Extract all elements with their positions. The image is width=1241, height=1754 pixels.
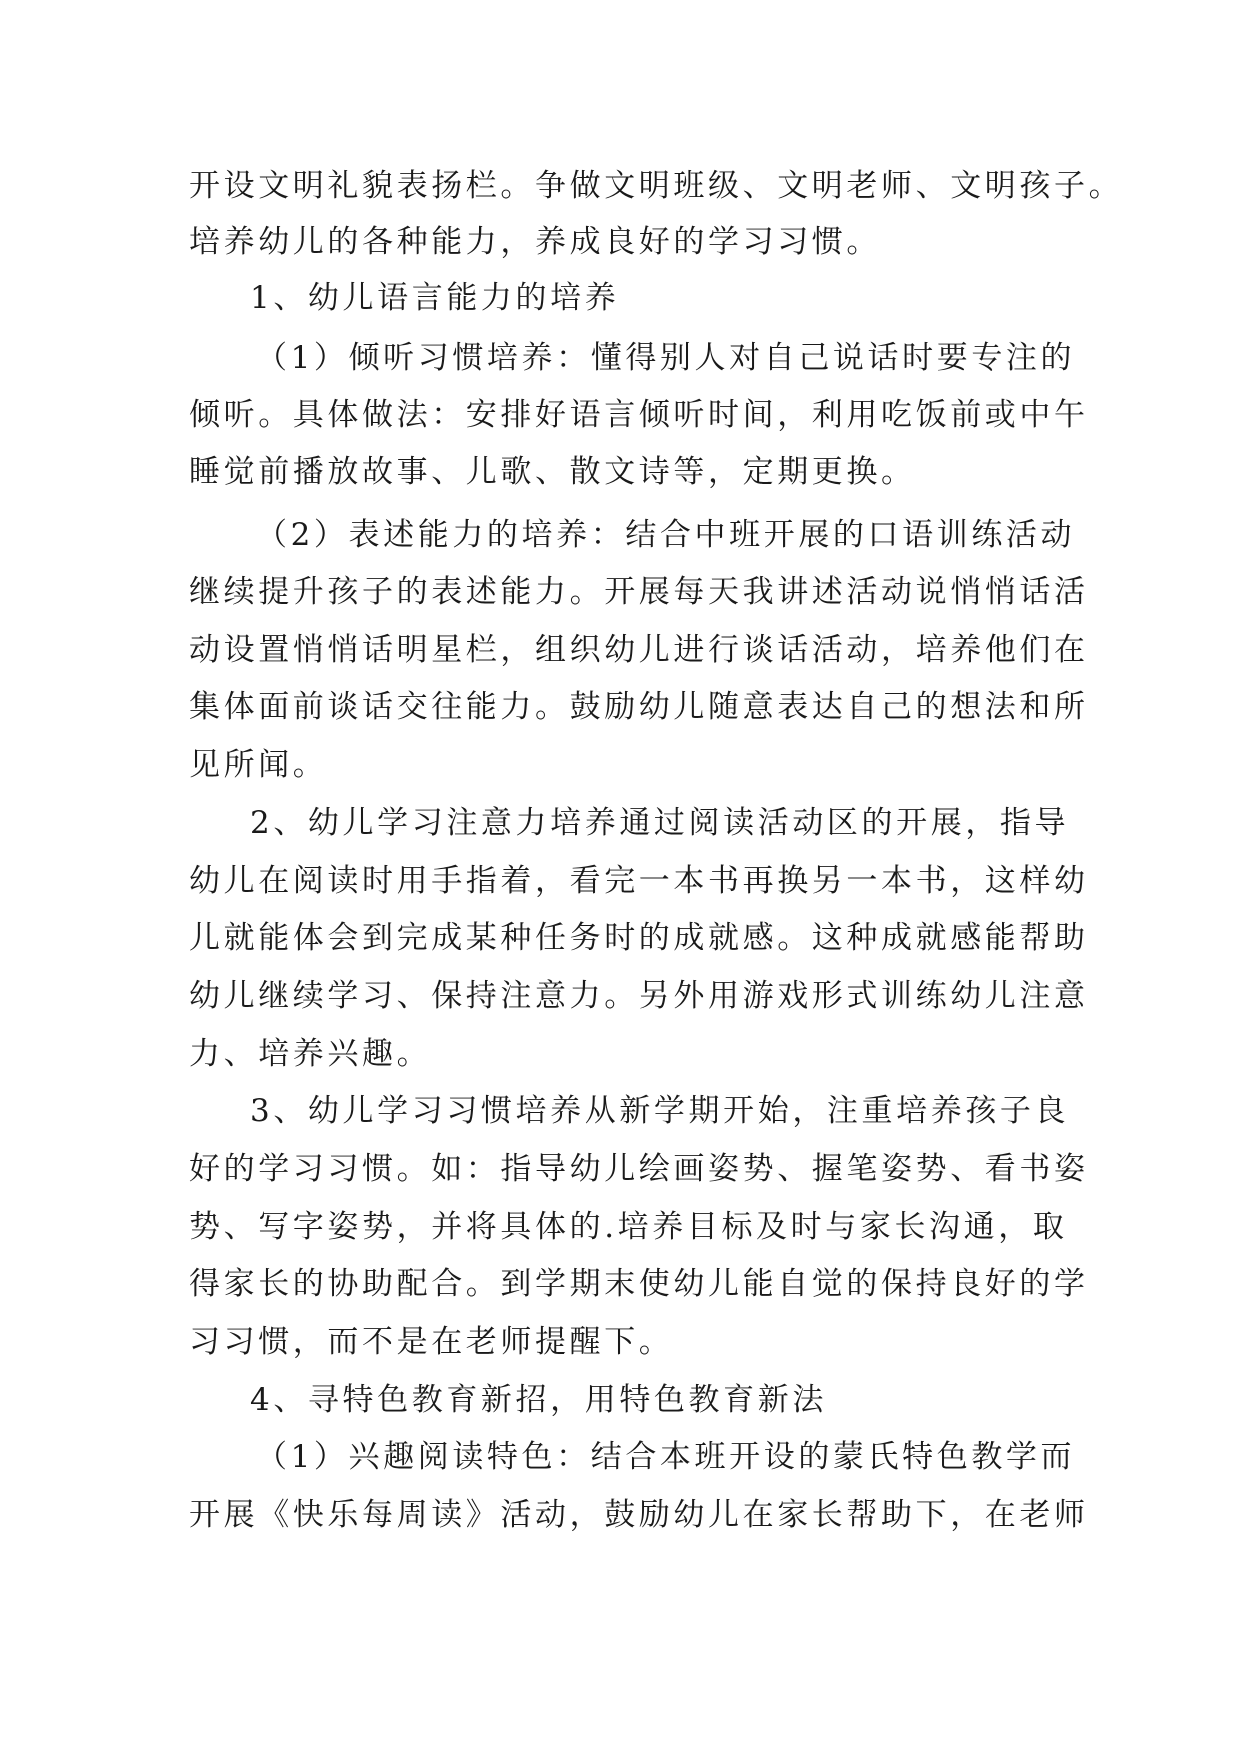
text-line: 习习惯，而不是在老师提醒下。 [189, 1324, 674, 1360]
text-line: （1）兴趣阅读特色：结合本班开设的蒙氏特色教学而 [256, 1439, 1076, 1475]
text-line: 势、写字姿势，并将具体的.培养目标及时与家长沟通，取 [189, 1209, 1068, 1245]
text-line: 得家长的协助配合。到学期末使幼儿能自觉的保持良好的学 [189, 1266, 1089, 1302]
text-line: 培养幼儿的各种能力，养成良好的学习习惯。 [189, 224, 881, 260]
text-line: 继续提升孩子的表述能力。开展每天我讲述活动说悄悄话活 [189, 574, 1089, 610]
text-line: 力、培养兴趣。 [189, 1036, 432, 1072]
text-line: 儿就能体会到完成某种任务时的成就感。这种成就感能帮助 [189, 920, 1089, 956]
text-line: 3、幼儿学习习惯培养从新学期开始，注重培养孩子良 [250, 1093, 1070, 1129]
text-line: 睡觉前播放故事、儿歌、散文诗等，定期更换。 [189, 454, 916, 490]
text-line: 集体面前谈话交往能力。鼓励幼儿随意表达自己的想法和所 [189, 689, 1089, 725]
text-line: 倾听。具体做法：安排好语言倾听时间，利用吃饭前或中午 [189, 397, 1089, 433]
text-line: 见所闻。 [189, 747, 328, 783]
text-line: 动设置悄悄话明星栏，组织幼儿进行谈话活动，培养他们在 [189, 632, 1089, 668]
text-line: 好的学习习惯。如：指导幼儿绘画姿势、握笔姿势、看书姿 [189, 1151, 1089, 1187]
text-line: 开设文明礼貌表扬栏。争做文明班级、文明老师、文明孩子。 [189, 168, 1124, 204]
text-line: （2）表述能力的培养：结合中班开展的口语训练活动 [256, 517, 1076, 553]
text-line: （1）倾听习惯培养：懂得别人对自己说话时要专注的 [256, 340, 1076, 376]
text-line: 开展《快乐每周读》活动，鼓励幼儿在家长帮助下，在老师 [189, 1497, 1089, 1533]
text-line: 2、幼儿学习注意力培养通过阅读活动区的开展，指导 [250, 805, 1070, 841]
text-line: 幼儿继续学习、保持注意力。另外用游戏形式训练幼儿注意 [189, 978, 1089, 1014]
section-heading: 1、幼儿语言能力的培养 [250, 280, 620, 316]
section-heading: 4、寻特色教育新招，用特色教育新法 [250, 1382, 827, 1418]
text-line: 幼儿在阅读时用手指着，看完一本书再换另一本书，这样幼 [189, 863, 1089, 899]
